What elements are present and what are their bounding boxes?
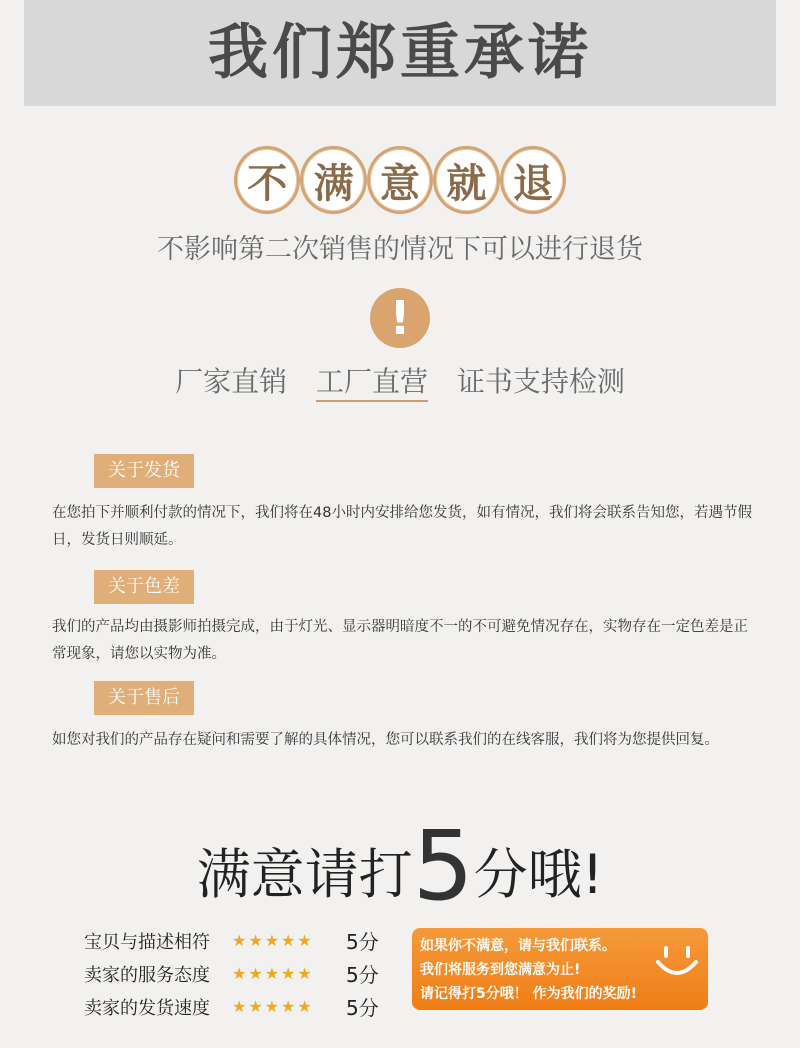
promise-factory-operated: 工厂直营: [316, 365, 428, 402]
page-title: 我们郑重承诺: [208, 18, 592, 88]
smiley-icon: [654, 940, 700, 982]
star-rating-icon: ★★★★★: [232, 931, 314, 950]
rating-label: 卖家的发货速度: [84, 997, 210, 1019]
rating-label: 宝贝与描述相符: [84, 931, 210, 953]
promises-line: [0, 362, 800, 402]
slogan-after: 分哦!: [473, 843, 604, 906]
notice-line: 请记得打5分哦！ 作为我们的奖励!: [420, 986, 637, 1002]
no-satisfaction-refund-badges: [234, 146, 566, 216]
rating-score: 5分: [346, 963, 379, 987]
section-tag-after-sales: 关于售后: [94, 681, 194, 715]
slogan-number: 5: [412, 810, 474, 922]
rating-row: [84, 924, 394, 957]
circle-char: 就: [433, 146, 499, 214]
star-rating-icon: ★★★★★: [232, 997, 314, 1016]
rating-row: [84, 990, 394, 1023]
circle-char: 不: [234, 146, 300, 214]
rating-row: [84, 957, 394, 990]
exclamation-icon: !: [370, 288, 430, 348]
notice-line: 我们将服务到您满意为止!: [420, 962, 581, 978]
notice-text: [420, 934, 656, 1006]
promise-certificate: 证书支持检测: [456, 365, 625, 398]
notice-line: 如果你不满意，请与我们联系。: [420, 938, 616, 954]
section-text-color-difference: 我们的产品均由摄影师拍摄完成，由于灯光、显示器明暗度不一的不可避免情况存在，实物存在一定色差是正常现象，请您以实物为准。: [52, 619, 748, 662]
section-tag-color-difference: 关于色差: [94, 570, 194, 604]
circle-char: 意: [367, 146, 433, 214]
section-tag-shipping: 关于发货: [94, 454, 194, 488]
circle-char: 满: [300, 146, 366, 214]
slogan-before: 满意请打: [196, 843, 413, 906]
rating-label: 卖家的服务态度: [84, 964, 210, 986]
star-rating-icon: ★★★★★: [232, 964, 314, 983]
return-condition-text: 不影响第二次销售的情况下可以进行退货: [157, 234, 643, 265]
rating-slogan: [0, 810, 800, 923]
section-text-shipping: 在您拍下并顺利付款的情况下，我们将在48小时内安排给您发货，如有情况，我们将会联系告知您，若遇节假日，发货日则顺延。: [52, 505, 752, 548]
circle-char: 退: [500, 146, 566, 214]
rating-score: 5分: [346, 996, 379, 1020]
promise-factory-direct: 厂家直销: [175, 365, 288, 398]
rating-score: 5分: [346, 930, 379, 954]
section-text-after-sales: 如您对我们的产品存在疑问和需要了解的具体情况，您可以联系我们的在线客服，我们将为您提供回复。: [52, 732, 719, 748]
ratings-list: [84, 924, 394, 1023]
